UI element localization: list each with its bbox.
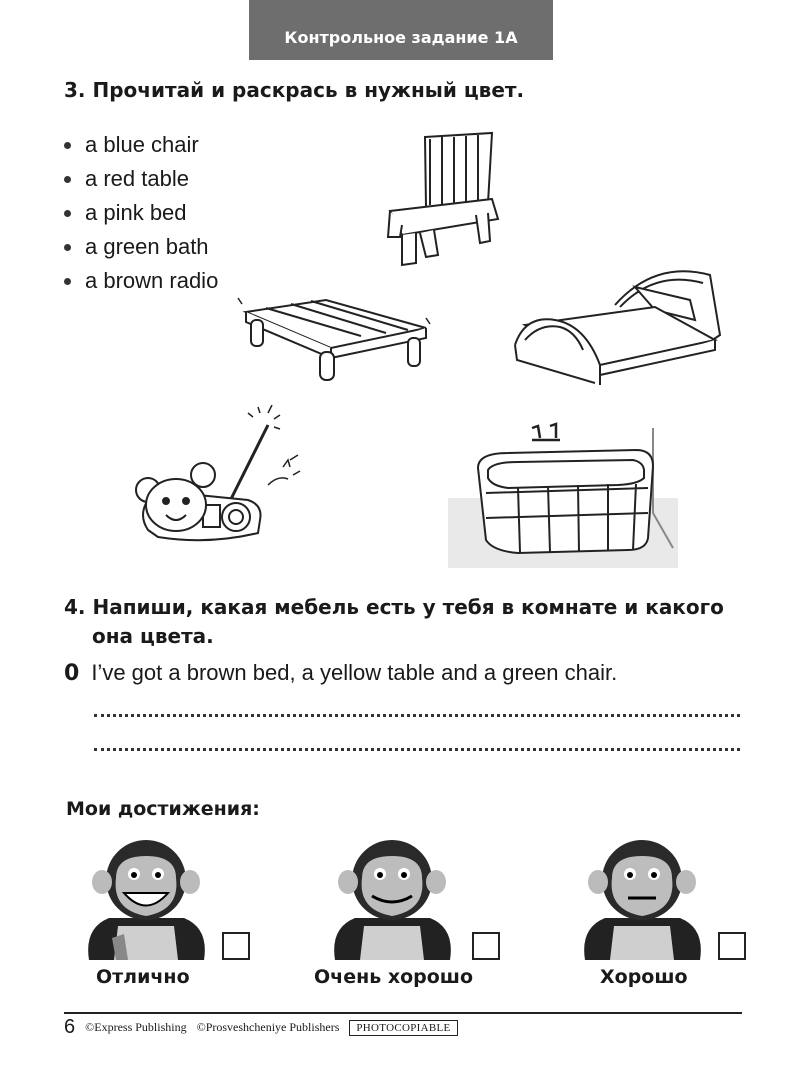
chair-icon[interactable] xyxy=(380,125,505,270)
footer xyxy=(64,1016,458,1039)
bullet-icon xyxy=(64,176,71,183)
grade-label-good: Хорошо xyxy=(600,966,688,988)
example-sentence xyxy=(64,660,617,686)
task3-title: 3. Прочитай и раскрась в нужный цвет. xyxy=(64,78,525,102)
bed-icon[interactable] xyxy=(505,265,725,390)
answer-line-1[interactable] xyxy=(94,714,740,717)
grade-label-very-good: Очень хорошо xyxy=(314,966,474,988)
checkbox-excellent[interactable] xyxy=(222,932,250,960)
task4-title-line2: она цвета. xyxy=(92,624,214,648)
list-item: a brown radio xyxy=(64,264,218,298)
list-item: a green bath xyxy=(64,230,218,264)
example-number: 0 xyxy=(64,661,80,686)
bullet-icon xyxy=(64,244,71,251)
publisher-express: ©Express Publishing xyxy=(85,1020,187,1034)
grade-label-excellent: Отлично xyxy=(96,966,190,988)
bullet-icon xyxy=(64,278,71,285)
list-item: a red table xyxy=(64,162,218,196)
monkey-smile-icon xyxy=(330,838,455,960)
checkbox-good[interactable] xyxy=(718,932,746,960)
bath-icon[interactable] xyxy=(448,418,678,568)
section-header-title: Контрольное задание 1А xyxy=(284,27,518,47)
list-item: a blue chair xyxy=(64,128,218,162)
answer-line-2[interactable] xyxy=(94,748,740,751)
page-number: 6 xyxy=(64,1016,76,1038)
radio-icon[interactable] xyxy=(128,405,308,550)
task4-title-line1: 4. Напиши, какая мебель есть у тебя в комнате и какого xyxy=(64,595,724,619)
publisher-prosveshcheniye: ©Prosveshcheniye Publishers xyxy=(196,1020,340,1034)
example-text: I’ve got a brown bed, a yellow table and a green chair. xyxy=(91,660,618,685)
footer-divider xyxy=(64,1012,742,1014)
list-item: a pink bed xyxy=(64,196,218,230)
monkey-happy-icon xyxy=(84,838,209,960)
photocopiable-badge: PHOTOCOPIABLE xyxy=(349,1020,457,1036)
table-icon[interactable] xyxy=(236,290,436,385)
section-header xyxy=(249,0,553,60)
achievements-title: Мои достижения: xyxy=(66,798,260,820)
color-items-list xyxy=(64,128,218,298)
checkbox-very-good[interactable] xyxy=(472,932,500,960)
monkey-neutral-icon xyxy=(580,838,705,960)
bullet-icon xyxy=(64,210,71,217)
bullet-icon xyxy=(64,142,71,149)
